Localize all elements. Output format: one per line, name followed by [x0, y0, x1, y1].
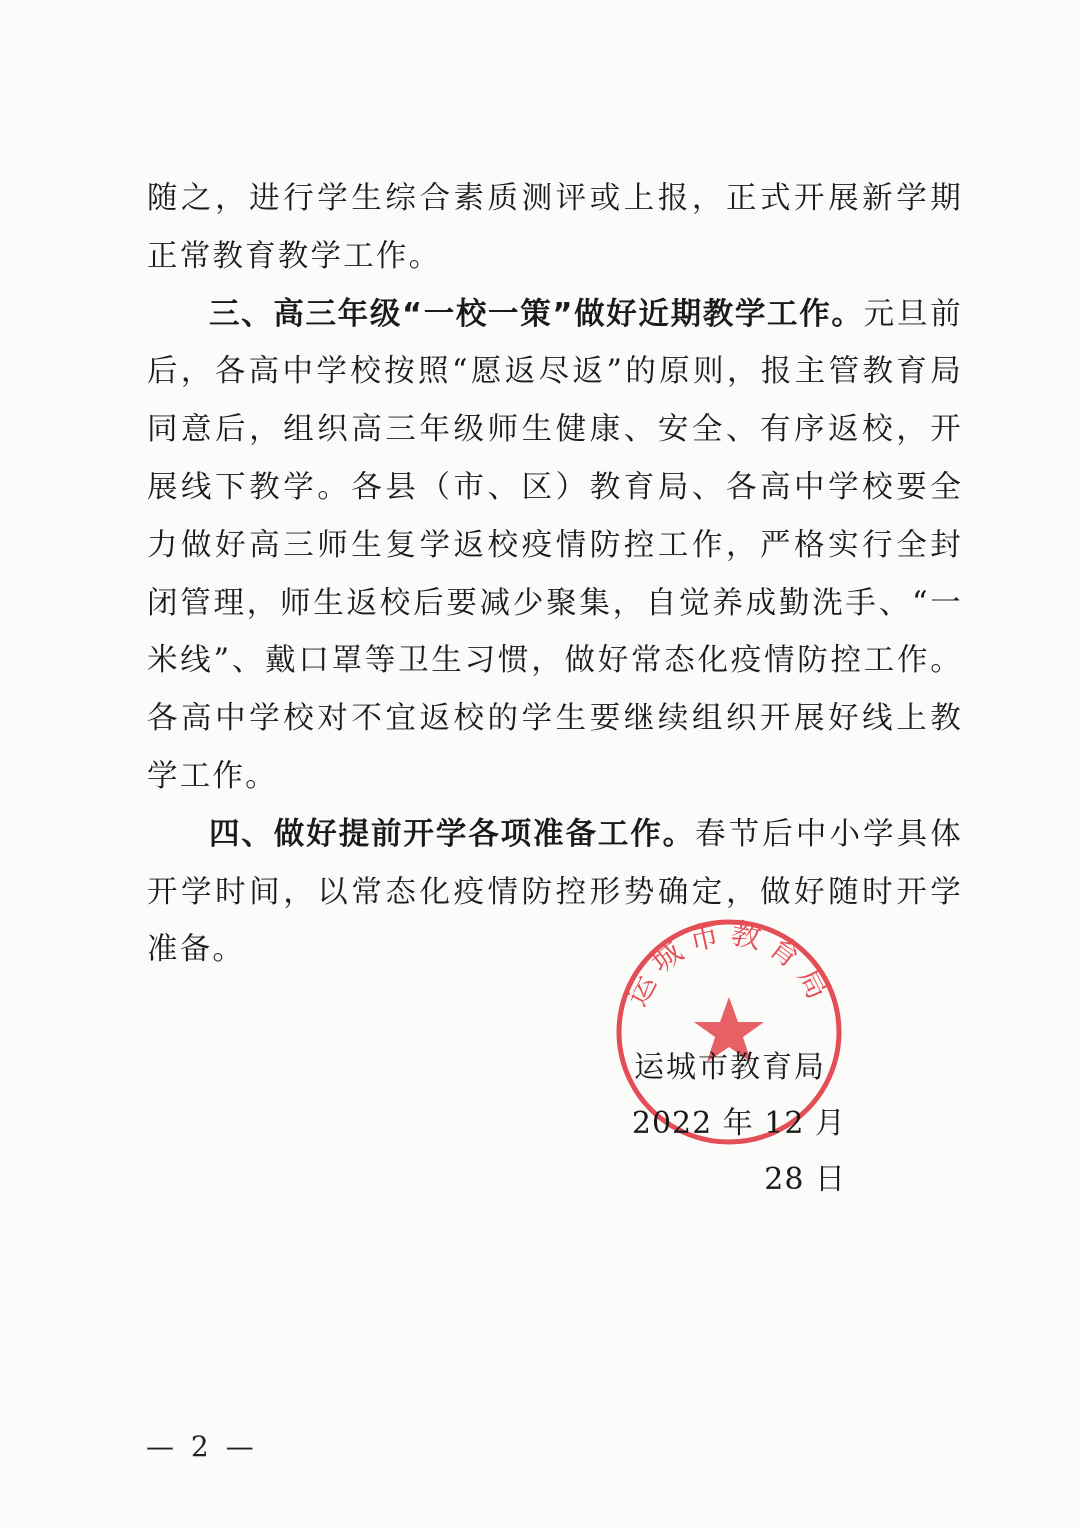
- section-four-heading: 四、做好提前开学各项准备工作。: [209, 816, 696, 852]
- page-number: — 2 —: [146, 1430, 258, 1463]
- paragraph-text: 春节后中小学具体开学时间，以常态化疫情防控形势确定，做好随时开学准备。: [147, 816, 963, 968]
- paragraph-continuation: [147, 170, 963, 286]
- issuing-organization: 运城市教育局: [634, 1050, 826, 1085]
- paragraph-text: 元旦前后，各高中学校按照“愿返尽返”的原则，报主管教育局同意后，组织高三年级师生健康、安全、有序返校，开展线下教学。各县（市、区）教育局、各高中学校要全力做好高三师生复学返校疫情防控工作，严格实行全封闭管理，师生返校后要减少聚集，自觉养成勤洗手、“一米线”、戴口罩等卫生习惯，做好常态化疫情防控工作。各高中学校对不宜返校的学生要继续组织开展好线上教学工作。: [147, 296, 963, 794]
- paragraph-section-three: [147, 286, 963, 806]
- section-three-heading: 三、高三年级“一校一策”做好近期教学工作。: [209, 296, 864, 332]
- body-text: [147, 170, 963, 979]
- seal-text: 运城市教育局: [619, 916, 839, 1013]
- issue-date: 2022 年 12 月 28 日: [631, 1106, 846, 1197]
- paragraph-text: 随之，进行学生综合素质测评或上报，正式开展新学期正常教育教学工作。: [147, 181, 963, 274]
- signature-block: [586, 1040, 846, 1208]
